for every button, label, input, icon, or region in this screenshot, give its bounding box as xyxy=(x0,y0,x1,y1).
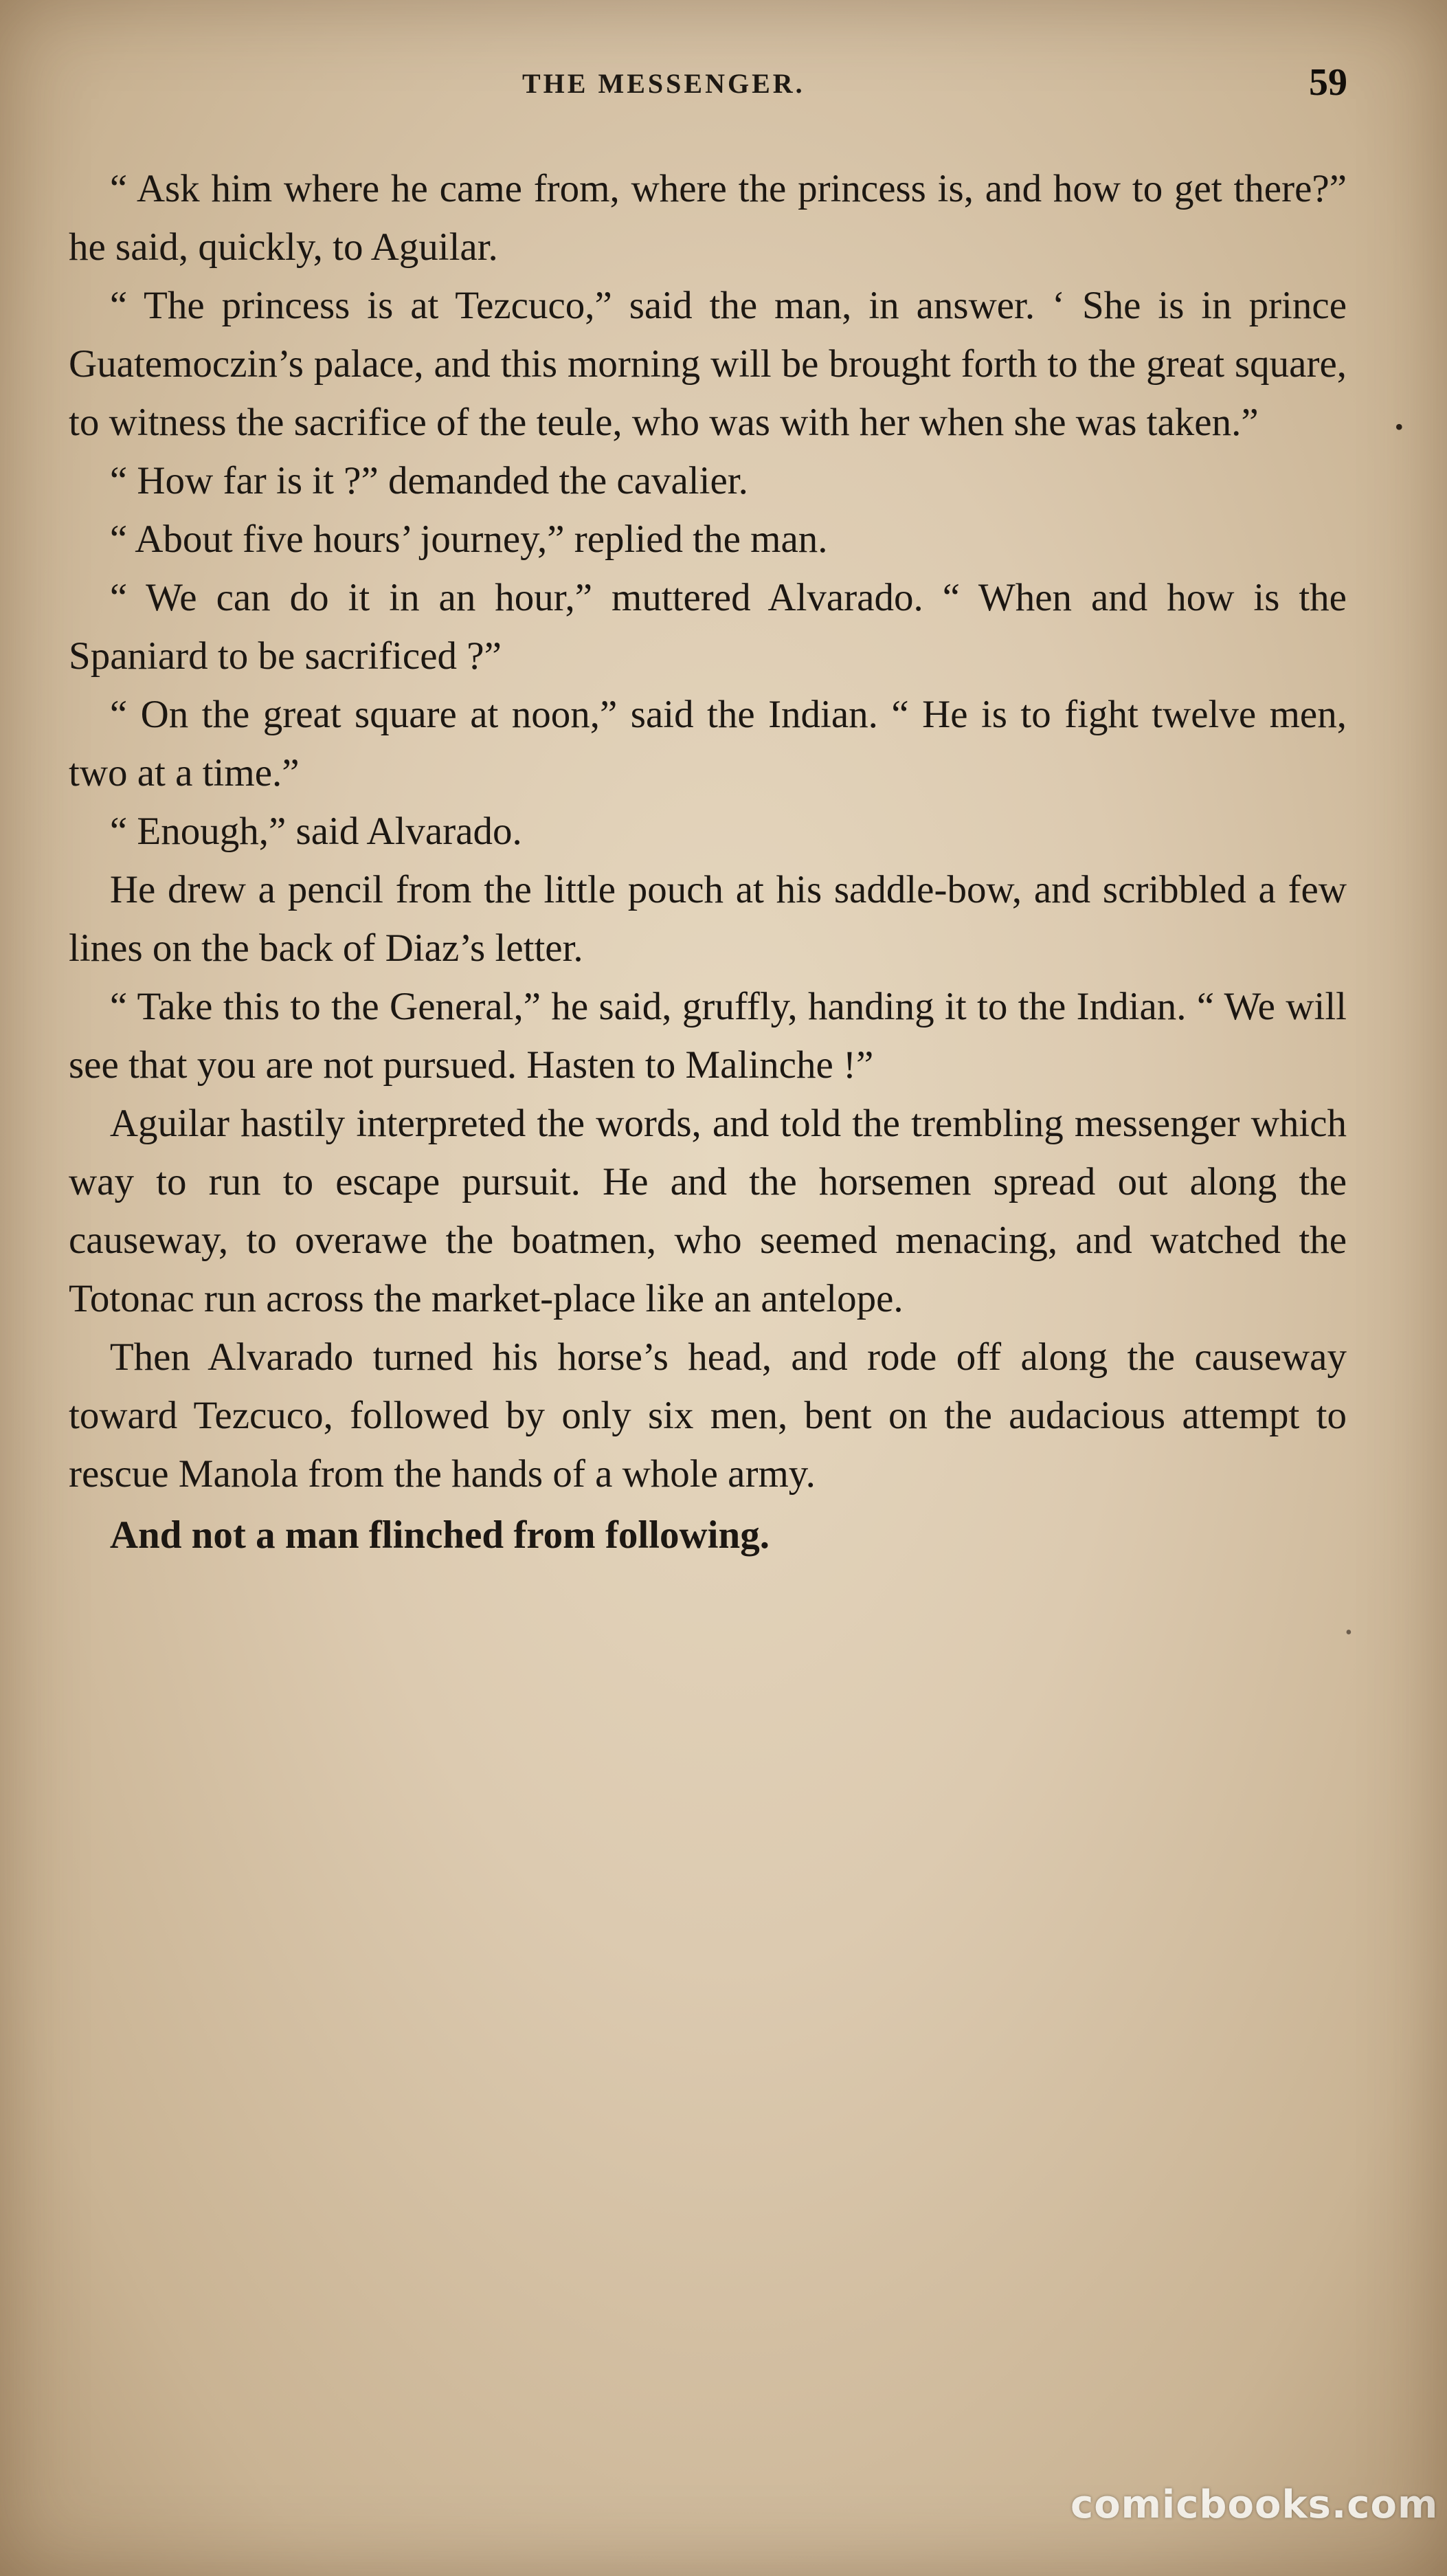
paragraph: “ On the great square at noon,” said the Indian. “ He is to fight twelve men, two at a time.” xyxy=(69,693,1347,795)
margin-dot: • xyxy=(1395,413,1404,441)
paragraph: Aguilar hastily interpreted the words, and told the trembling messenger which way to run to escape pursuit. He and the horsemen spread out along the causeway, to overawe the boatmen, who seemed menacing, and watched the Totonac run across the market-place like an antelope. xyxy=(69,1102,1347,1320)
body-text xyxy=(69,159,1347,1564)
page-header xyxy=(0,60,1447,115)
paragraph: “ How far is it ?” demanded the cavalier. xyxy=(109,459,748,502)
running-head: THE MESSENGER. xyxy=(522,68,805,99)
watermark-text: comicbooks.com xyxy=(1070,2483,1439,2527)
paragraph: “ Enough,” said Alvarado. xyxy=(109,810,522,853)
paragraph: “ The princess is at Tezcuco,” said the man, in answer. ‘ She is in prince Guatemoczin’s palace, and this morning will be brought forth to the great square, to witness the sacrifice of the teule, who was with her when she was taken.” xyxy=(69,284,1347,444)
paragraph: “ About five hours’ journey,” replied the man. xyxy=(109,518,828,561)
paragraph: “ We can do it in an hour,” muttered Alvarado. “ When and how is the Spaniard to be sacrificed ?” xyxy=(69,576,1347,678)
paragraph: He drew a pencil from the little pouch at his saddle-bow, and scribbled a few lines on the back of Diaz’s letter. xyxy=(69,868,1347,970)
margin-dot: • xyxy=(1345,1622,1352,1643)
paragraph: “ Ask him where he came from, where the princess is, and how to get there?” he said, quickly, to Aguilar. xyxy=(69,167,1347,269)
paragraph: “ Take this to the General,” he said, gruffly, handing it to the Indian. “ We will see that you are not pursued. Hasten to Malinche !” xyxy=(69,985,1347,1087)
paragraph: Then Alvarado turned his horse’s head, and rode off along the causeway toward Tezcuco, followed by only six men, bent on the audacious attempt to rescue Manola from the hands of a whole army. xyxy=(69,1335,1347,1496)
closing-line: And not a man flinched from following. xyxy=(109,1513,770,1557)
page-number: 59 xyxy=(1309,61,1347,104)
